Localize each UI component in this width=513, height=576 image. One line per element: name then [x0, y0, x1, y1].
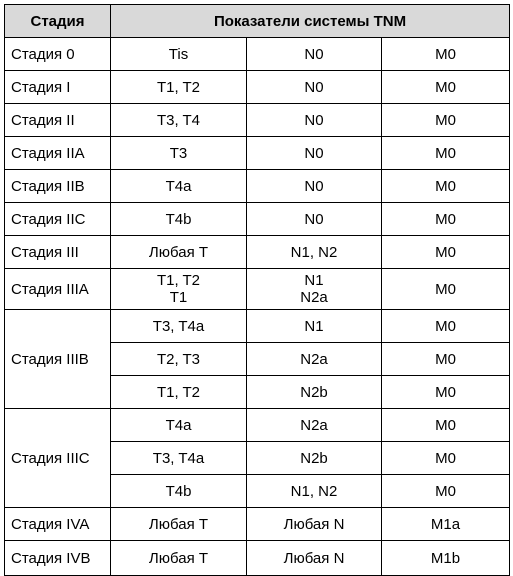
n-cell: N2a	[247, 409, 382, 442]
t-cell: T1, T2	[111, 376, 247, 409]
t-cell: Любая T	[111, 541, 247, 576]
t-cell: T4a	[111, 409, 247, 442]
n-cell: N2b	[247, 442, 382, 475]
t-cell: T4a	[111, 170, 247, 203]
stage-cell: Стадия I	[5, 71, 111, 104]
table-row	[5, 310, 510, 343]
m-cell: M1b	[382, 541, 510, 576]
m-cell: M0	[382, 310, 510, 343]
tnm-staging-table	[4, 4, 510, 576]
m-cell: M0	[382, 104, 510, 137]
stage-cell: Стадия IIA	[5, 137, 111, 170]
n-cell	[247, 269, 382, 310]
t-cell: T4b	[111, 203, 247, 236]
table-row	[5, 508, 510, 541]
stage-cell: Стадия IVB	[5, 541, 111, 576]
m-cell: M1a	[382, 508, 510, 541]
header-stage: Стадия	[5, 5, 111, 38]
stage-cell: Стадия IIC	[5, 203, 111, 236]
stage-cell: Стадия IIIC	[5, 409, 111, 508]
n-cell: N0	[247, 38, 382, 71]
stage-cell: Стадия II	[5, 104, 111, 137]
stage-cell: Стадия IVA	[5, 508, 111, 541]
m-cell: M0	[382, 38, 510, 71]
m-cell: M0	[382, 71, 510, 104]
n-cell: N0	[247, 104, 382, 137]
stage-cell: Стадия III	[5, 236, 111, 269]
n-cell: N0	[247, 170, 382, 203]
table-row	[5, 236, 510, 269]
n-cell: Любая N	[247, 541, 382, 576]
stage-cell: Стадия 0	[5, 38, 111, 71]
m-cell: M0	[382, 376, 510, 409]
header-row	[5, 5, 510, 38]
t-cell: T4b	[111, 475, 247, 508]
t-value: T1, T2	[156, 272, 201, 289]
t-value: T1	[169, 289, 188, 306]
table-row	[5, 409, 510, 442]
t-cell: T3, T4a	[111, 310, 247, 343]
table-row	[5, 137, 510, 170]
table-row	[5, 203, 510, 236]
table-row	[5, 38, 510, 71]
m-cell: M0	[382, 343, 510, 376]
m-cell: M0	[382, 409, 510, 442]
stage-cell: Стадия IIB	[5, 170, 111, 203]
stage-cell: Стадия IIIB	[5, 310, 111, 409]
m-cell: M0	[382, 137, 510, 170]
m-cell: M0	[382, 475, 510, 508]
m-cell: M0	[382, 442, 510, 475]
n-value: N1	[304, 272, 324, 289]
t-cell	[111, 269, 247, 310]
t-cell: T2, T3	[111, 343, 247, 376]
n-cell: N0	[247, 71, 382, 104]
m-cell: M0	[382, 236, 510, 269]
table-row	[5, 170, 510, 203]
m-cell: M0	[382, 170, 510, 203]
t-cell: Любая T	[111, 508, 247, 541]
table-row	[5, 71, 510, 104]
m-cell: M0	[382, 269, 510, 310]
n-cell: N1	[247, 310, 382, 343]
table-row	[5, 269, 510, 310]
n-cell: N1, N2	[247, 475, 382, 508]
n-value: N2a	[300, 289, 328, 306]
n-cell: Любая N	[247, 508, 382, 541]
stage-cell: Стадия IIIA	[5, 269, 111, 310]
n-cell: N2b	[247, 376, 382, 409]
t-cell: Любая T	[111, 236, 247, 269]
table-row	[5, 104, 510, 137]
table-row	[5, 541, 510, 576]
t-cell: T3	[111, 137, 247, 170]
t-cell: Tis	[111, 38, 247, 71]
t-cell: T3, T4a	[111, 442, 247, 475]
n-cell: N0	[247, 137, 382, 170]
n-cell: N1, N2	[247, 236, 382, 269]
header-tnm: Показатели системы TNM	[111, 5, 510, 38]
t-cell: T3, T4	[111, 104, 247, 137]
n-cell: N0	[247, 203, 382, 236]
m-cell: M0	[382, 203, 510, 236]
t-cell: T1, T2	[111, 71, 247, 104]
n-cell: N2a	[247, 343, 382, 376]
